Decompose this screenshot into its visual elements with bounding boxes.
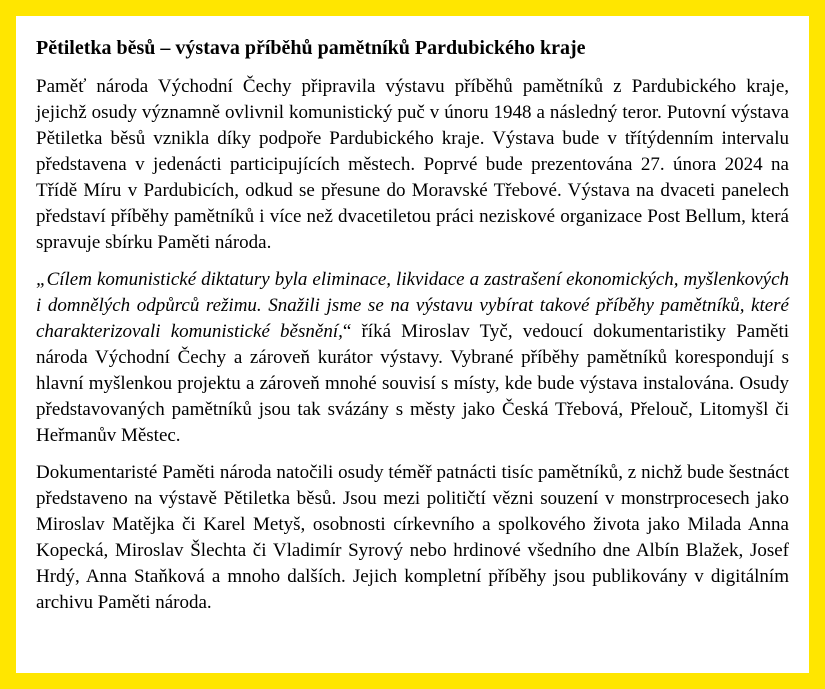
quote-attribution-text: “ říká Miroslav Tyč, vedoucí dokumentaristiky Paměti národa Východní Čechy a zároveň kurátor výstavy. Vybrané příběhy pamětníků korespondují s hlavní myšlenkou projektu a zároveň mnohé souvisí s místy, kde bude výstava instalována. Osudy představovaných pamětníků jsou tak svázány s městy jako Česká Třebová, Přelouč, Litomyšl či Heřmanův Městec. — [36, 321, 789, 446]
article-title: Pětiletka běsů – výstava příběhů pamětníků Pardubického kraje — [36, 37, 586, 59]
article-paragraph-quote — [36, 267, 789, 449]
curator-quote: „Cílem komunistické diktatury byla eliminace, likvidace a zastrašení ekonomických, myšlenkových i domnělých odpůrců režimu. Snažili jsme se na výstavu vybírat takové příběhy pamětníků, které charakterizovali komunistické běsnění, — [36, 269, 789, 342]
article-paragraph-witnesses: Dokumentaristé Paměti národa natočili osudy téměř patnácti tisíc pamětníků, z nichž bude šestnáct představeno na výstavě Pětiletka běsů. Jsou mezi političtí vězni souzení v monstrprocesech jako Miroslav Matějka či Karel Metyš, osobnosti církevního a spolkového života jako Milada Anna Kopecká, Miroslav Šlechta či Vladimír Syrový nebo hrdinové všedního dne Albín Blažek, Josef Hrdý, Anna Staňková a mnoho dalších. Jejich kompletní příběhy jsou publikovány v digitálním archivu Paměti národa. — [36, 462, 789, 613]
article-paragraph-intro: Paměť národa Východní Čechy připravila výstavu příběhů pamětníků z Pardubického kraje, jejichž osudy významně ovlivnil komunistický puč v únoru 1948 a následný teror. Putovní výstava Pětiletka běsů vznikla díky podpoře Pardubického kraje. Výstava bude v třítýdenním intervalu představena v jedenácti participujících městech. Poprvé bude prezentována 27. února 2024 na Třídě Míru v Pardubicích, odkud se přesune do Moravské Třebové. Výstava na dvaceti panelech představí příběhy pamětníků i více než dvacetiletou práci neziskové organizace Post Bellum, která spravuje sbírku Paměti národa. — [36, 76, 789, 253]
article-panel — [16, 16, 809, 673]
